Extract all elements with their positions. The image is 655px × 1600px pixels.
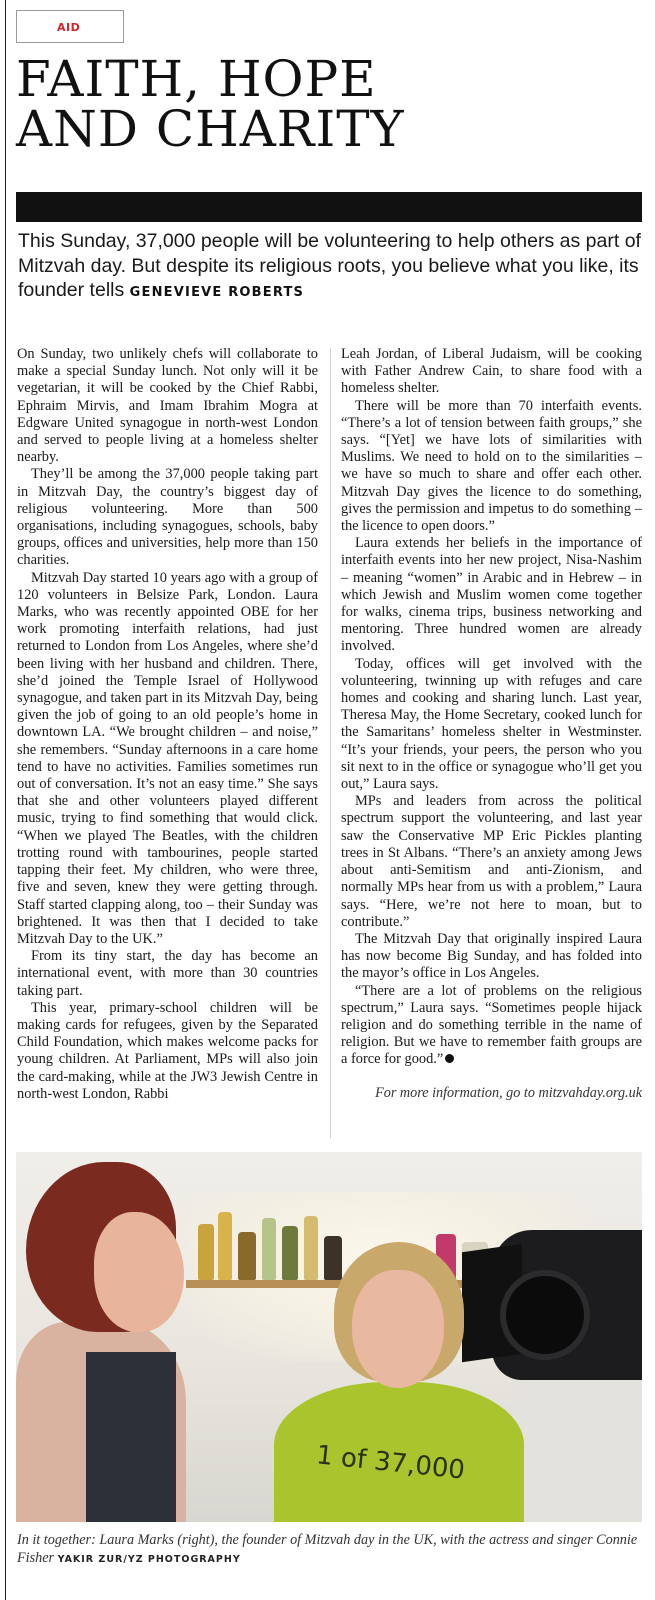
byline: GENEVIEVE ROBERTS: [129, 285, 305, 300]
bottle-shape: [282, 1226, 298, 1280]
bottle-shape: [262, 1218, 276, 1280]
section-tag: AID: [16, 10, 124, 43]
headline-line-2: AND CHARITY: [16, 100, 405, 158]
paragraph: Mitzvah Day started 10 years ago with a group of 120 volunteers in Belsize Park, London. Laura Marks, who was recently appointed OBE for her work promoting interfaith relations, had just returned to London from Los Angeles, where she’d been living with her husband and children. There, she’d joined the Temple Israel of Hollywood synagogue, and taken part in its Mitzvah Day, being given the job of going to an old people’s home in downtown LA. “We brought children – and noise,” she remembers. “Sunday afternoons in a care home tend to have no activities. Families sometimes run out of conversation. It’s not an easy time.” She says that she and other volunteers played different music, trying to find something that would click. “When we played The Beatles, with the children trotting round with tambourines, people started tapping their feet. My children, who were three, five and seven, knew they were getting through. Staff started clapping along, too – their Sunday was brightened. It was then that I decided to take Mitzvah Day to the UK.”: [17, 569, 318, 947]
column-divider: [330, 348, 331, 1138]
camera-icon: [492, 1230, 642, 1380]
final-paragraph: [341, 983, 642, 1069]
end-mark-icon: [445, 1054, 454, 1063]
headline-rule-bar: [16, 192, 642, 222]
caption-text: In it together: Laura Marks (right), the founder of Mitzvah day in the UK, with the actress and singer Connie Fisher: [17, 1532, 638, 1566]
paragraph: Laura extends her beliefs in the importance of interfaith events into her new project, Nisa-Nashim – meaning “women” in Arabic and in Hebrew – in which Jewish and Muslim women come together for walks, cinema trips, business networking and mentoring. Three hundred women are already involved.: [341, 535, 642, 655]
paragraph: Today, offices will get involved with the volunteering, twinning up with refuges and care homes and cooking and sharing lunch. Last year, Theresa May, the Home Secretary, cooked lunch for the Samaritans’ homeless shelter in Westminster. “It’s your friends, your peers, the person who you sit next to in the office or synagogue who’ll get you out,” Laura says.: [341, 655, 642, 793]
bottle-shape: [304, 1216, 318, 1280]
headline: [16, 50, 646, 158]
bottle-shape: [218, 1212, 232, 1280]
headline-line-1: FAITH, HOPE: [16, 50, 377, 108]
apron: [86, 1352, 176, 1522]
final-paragraph-text: “There are a lot of problems on the religious spectrum,” Laura says. “Sometimes people hijack religion and do something terrible in the name of religion. But we have to remember faith groups are a force for good.”: [341, 982, 642, 1068]
bottle-shape: [198, 1224, 214, 1280]
bottle-shape: [238, 1232, 256, 1280]
photo-credit: YAKIR ZUR/YZ PHOTOGRAPHY: [57, 1553, 241, 1565]
paragraph: MPs and leaders from across the political spectrum support the volunteering, and last year saw the Conservative MP Eric Pickles planting trees in St Albans. “There’s an anxiety among Jews about anti-Semitism and anti-Zionism, and normally MPs hear from us with a problem,” Laura says. “Here, we’re not here to moan, but to contribute.”: [341, 793, 642, 930]
paragraph: The Mitzvah Day that originally inspired Laura has now become Big Sunday, and has folded into the mayor’s office in Los Angeles.: [341, 930, 642, 982]
tshirt-print: 1 of 37,000: [314, 1440, 467, 1486]
person-right-face: [352, 1270, 444, 1388]
article-column-right: [341, 346, 642, 1102]
paragraph: There will be more than 70 interfaith events. “There’s a lot of tension between faith groups,” she says. “[Yet] we have lots of similarities with Muslims. We need to hold on to the similarities – we have so much to share and offer each other. Mitzvah Day gives the licence to do something, gives the permission and impetus to do something – the licence to open doors.”: [341, 397, 642, 535]
standfirst: [18, 229, 646, 306]
standfirst-text: This Sunday, 37,000 people will be volunteering to help others as part of Mitzvah day. But despite its religious roots, you believe what you like, its founder tells: [18, 230, 641, 301]
photo-caption: [17, 1532, 645, 1568]
camera-lens: [500, 1270, 590, 1360]
person-left-face: [94, 1212, 184, 1332]
article-photo: [16, 1152, 642, 1522]
paragraph: This year, primary-school children will be making cards for refugees, given by the Separated Child Foundation, which makes welcome packs for young children. At Parliament, MPs will also join the card-making, while at the JW3 Jewish Centre in north-west London, Rabbi: [17, 999, 318, 1102]
paragraph: Leah Jordan, of Liberal Judaism, will be cooking with Father Andrew Cain, to share food with a homeless shelter.: [341, 346, 642, 397]
more-info-line: For more information, go to mitzvahday.org.uk: [375, 1084, 642, 1101]
paragraph: On Sunday, two unlikely chefs will collaborate to make a special Sunday lunch. Not only will it be vegetarian, it will be cooked by the Chief Rabbi, Ephraim Mirvis, and Imam Ibrahim Mogra at Edgware United synagogue in north-west London and served to people living at a homeless shelter nearby.: [17, 346, 318, 466]
article-column-left: [17, 346, 318, 1103]
bottle-shape: [324, 1236, 342, 1280]
paragraph: They’ll be among the 37,000 people taking part in Mitzvah Day, the country’s biggest day of religious volunteering. More than 500 organisations, including synagogues, schools, baby groups, offices and universities, help more than 150 charities.: [17, 466, 318, 569]
page-edge-rule: [5, 0, 6, 1600]
paragraph: From its tiny start, the day has become an international event, with more than 30 countries taking part.: [17, 948, 318, 999]
